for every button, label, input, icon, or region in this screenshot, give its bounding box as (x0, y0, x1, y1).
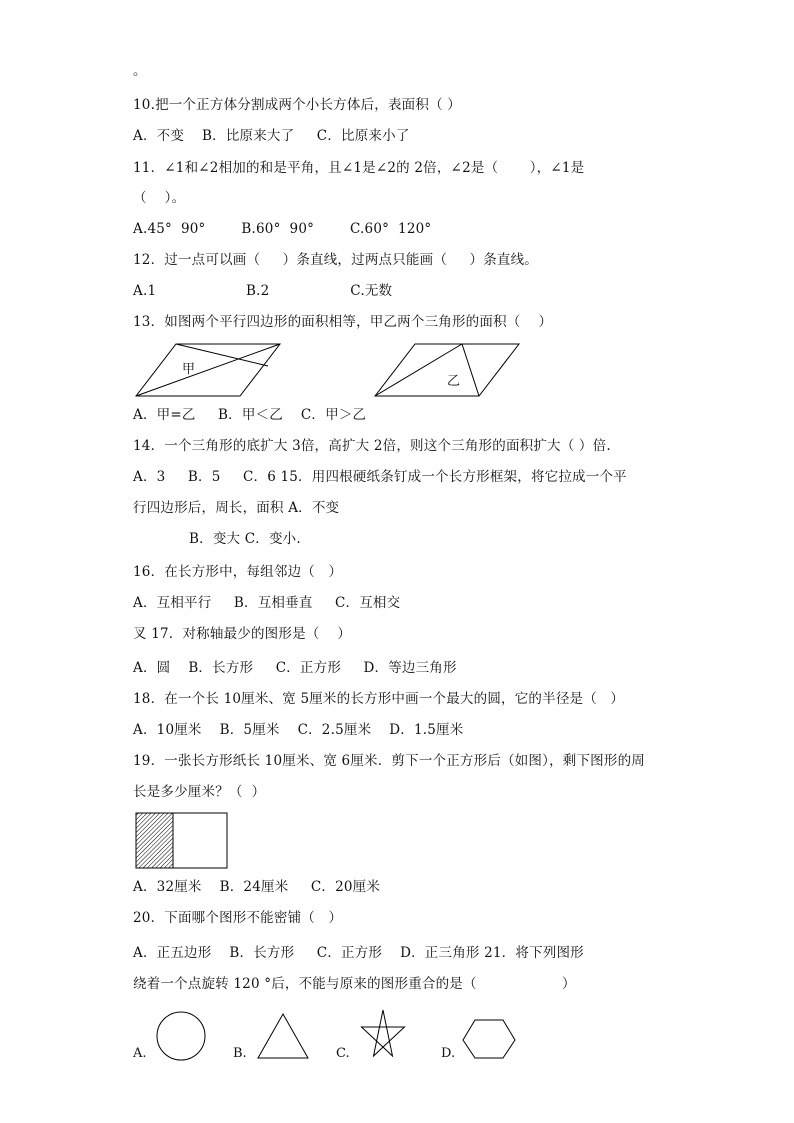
question-11-options: A.45° 90° B.60° 90° C.60° 120° (133, 221, 432, 237)
question-11: 11．∠1和∠2相加的和是平角，且∠1是∠2的 2倍，∠2是（ ），∠1是 (133, 160, 585, 176)
label-yi: 乙 (447, 374, 461, 389)
question-11-cont: （ ）。 (133, 190, 186, 206)
question-16: 16．在长方形中，每组邻边（ ） (133, 564, 343, 580)
question-14-options-q15: A．3 B．5 C．6 15．用四根硬纸条钉成一个长方形框架，将它拉成一个平 (133, 469, 627, 485)
question-19-options: A．32厘米 B．24厘米 C．20厘米 (133, 879, 381, 895)
question-17-options: A．圆 B．长方形 C．正方形 D．等边三角形 (133, 660, 457, 676)
question-17: 叉 17．对称轴最少的图形是（ ） (133, 626, 352, 642)
question-10-options: A．不变 B．比原来大了 C．比原来小了 (133, 128, 410, 144)
question-18-options: A．10厘米 B．5厘米 C．2.5厘米 D．1.5厘米 (133, 722, 464, 738)
figure-19-rectangle (135, 812, 229, 870)
option-d-label: D. (441, 1046, 456, 1061)
question-21-cont: 绕着一个点旋转 120 °后，不能与原来的图形重合的是（ ） (133, 976, 576, 992)
question-20-options-q21: A．正五边形 B．长方形 C．正方形 D．正三角形 21．将下列图形 (133, 945, 584, 961)
label-jia: 甲 (182, 362, 196, 377)
triangle-shape (258, 1014, 308, 1058)
question-16-options: A．互相平行 B．互相垂直 C．互相交 (133, 595, 401, 611)
segment-right (462, 344, 479, 396)
figure-21-shapes (133, 1008, 533, 1068)
circle-shape (157, 1012, 205, 1060)
question-14: 14．一个三角形的底扩大 3倍，高扩大 2倍，则这个三角形的面积扩大（ ）倍. (133, 438, 611, 454)
question-12: 12．过一点可以画（ ）条直线，过两点只能画（ ）条直线。 (133, 252, 538, 268)
shaded-square (136, 813, 173, 868)
question-13: 13．如图两个平行四边形的面积相等，甲乙两个三角形的面积（ ） (133, 314, 553, 330)
text-line-trailing-period: 。 (133, 63, 147, 79)
question-10: 10.把一个正方体分割成两个小长方体后，表面积（ ） (133, 97, 461, 113)
question-19: 19．一张长方形纸长 10厘米、宽 6厘米．剪下一个正方形后（如图），剩下图形的周 (133, 753, 645, 769)
question-18: 18．在一个长 10厘米、宽 5厘米的长方形中画一个最大的圆，它的半径是（ ） (133, 691, 625, 707)
question-15-options: B．变大 C．变小. (189, 531, 301, 547)
figure-13-parallelograms (133, 340, 533, 400)
question-19-cont: 长是多少厘米？（ ） (133, 784, 266, 800)
option-a-label: A. (133, 1046, 147, 1061)
question-12-options: A.1 B.2 C.无数 (133, 283, 393, 299)
star-shape (362, 1010, 405, 1056)
hexagon-shape (463, 1020, 515, 1058)
question-20: 20．下面哪个图形不能密铺（ ） (133, 910, 343, 926)
question-13-options: A．甲=乙 B．甲＜乙 C．甲＞乙 (133, 407, 367, 423)
option-c-label: C. (336, 1046, 350, 1061)
question-15-cont: 行四边形后，周长，面积 A．不变 (133, 500, 340, 516)
option-b-label: B. (233, 1046, 247, 1061)
